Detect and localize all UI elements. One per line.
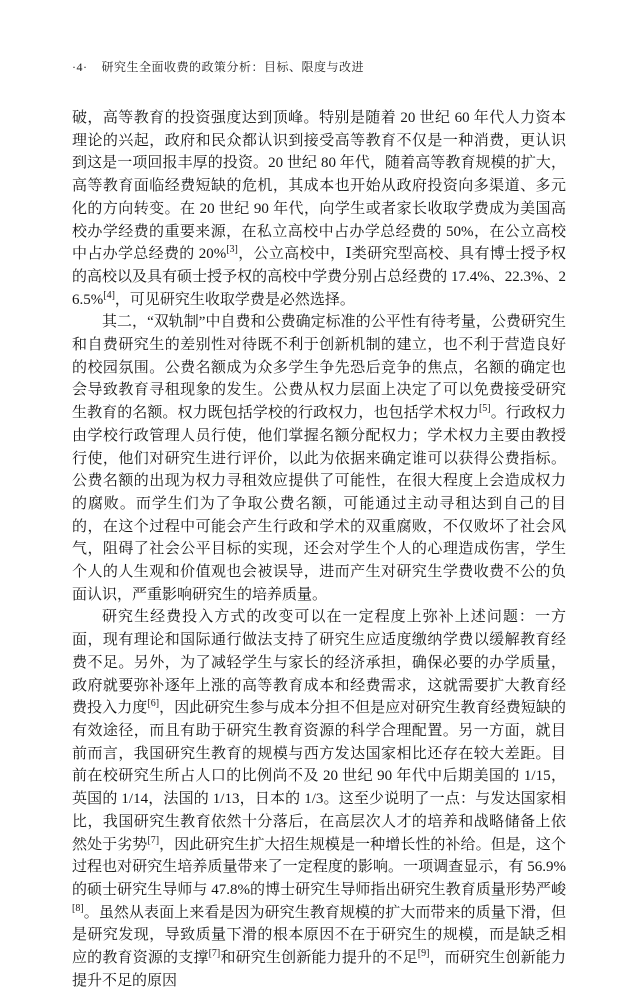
citation-marker: [3] <box>226 244 238 256</box>
text-run: ，公立高校中，Ⅰ类研究型高校、具有博士授予权的高校以及具有硕士授予权的高校中学费分别占总经费的 17.4%、22.3%、26.5% <box>72 246 566 308</box>
text-run: ，而研究生创新能力提升不足的原因 <box>72 950 566 989</box>
citation-marker: [6] <box>147 698 160 710</box>
page-header <box>72 58 566 75</box>
article-body <box>72 107 566 992</box>
paragraph <box>72 311 566 606</box>
paragraph <box>72 107 566 311</box>
citation-marker: [7] <box>208 948 221 960</box>
text-run: 。行政权力由学校行政管理人员行使，他们掌握名额分配权力；学术权力主要由教授行使，他们对研究生进行评价，以此为依据来确定谁可以获得公费指标。公费名额的出现为权力寻租效应提供了可能性，在很大程度上会造成权力的腐败。而学生们为了争取公费名额，可能通过主动寻租达到自己的目的，在这个过程中可能会产生行政和学术的双重腐败，不仅败坏了社会风气，阻碍了社会公平目标的实现，还会对学生个人的心理造成伤害，学生个人的人生观和价值观也会被误导，进而产生对研究生学费收费不公的负面认识，严重影响研究生的培养质量。 <box>72 405 566 603</box>
citation-marker: [4] <box>103 289 115 301</box>
page-number: ·4· <box>72 60 88 74</box>
text-run: ，因此研究生扩大招生规模是一种增长性的补给。但是，这个过程也对研究生培养质量带来了一定程度的影响。一项调查显示，有 56.9%的硕士研究生导师与 47.8%的博士研究生导师指出研究生教育质量形势严峻 <box>72 836 566 898</box>
running-title: 研究生全面收费的政策分析：目标、限度与改进 <box>101 60 365 74</box>
text-run: 其二，“双轨制”中自费和公费确定标准的公平性有待考量，公费研究生和自费研究生的差别性对待既不利于创新机制的建立，也不利于营造良好的校园氛围。公费名额成为众多学生争先恐后竞争的焦点，名额的确定也会导致教育寻租现象的发生。公费从权力层面上决定了可以免费接受研究生教育的名额。权力既包括学校的行政权力，也包括学术权力 <box>72 314 566 422</box>
paragraph <box>72 606 566 992</box>
text-run: 研究生经费投入方式的改变可以在一定程度上弥补上述问题：一方面，现有理论和国际通行做法支持了研究生应适度缴纳学费以缓解教育经费不足。另外，为了减轻学生与家长的经济承担，确保必要的办学质量，政府就要弥补逐年上涨的高等教育成本和经费需求，这就需要扩大教育经费投入力度 <box>72 609 566 717</box>
citation-marker: [9] <box>417 948 430 960</box>
citation-marker: [5] <box>478 403 491 415</box>
text-run: ，因此研究生参与成本分担不但是应对研究生教育经费短缺的有效途径，而且有助于研究生教育资源的科学合理配置。另一方面，就目前而言，我国研究生教育的规模与西方发达国家相比还存在较大差距。目前在校研究生所占人口的比例尚不及 20 世纪 90 年代中后期美国的 1/15，英国的 1/14，法国的 1/13，日本的 1/3。这至少说明了一点：与发达国家相比，我国研究生教育依然十分落后，在高层次人才的培养和战略储备上依然处于劣势 <box>72 700 566 853</box>
citation-marker: [7] <box>147 834 160 846</box>
text-run: 。虽然从表面上来看是因为研究生教育规模的扩大而带来的质量下滑，但是研究发现，导致质量下滑的根本原因不在于研究生的规模，而是缺乏相应的教育资源的支撑 <box>72 904 566 967</box>
text-run: ，可见研究生收取学费是必然选择。 <box>114 291 355 308</box>
text-run: 和研究生创新能力提升的不足 <box>220 950 418 967</box>
citation-marker: [8] <box>72 902 84 914</box>
text-run: 破，高等教育的投资强度达到顶峰。特别是随着 20 世纪 60 年代人力资本理论的兴起，政府和民众都认识到接受高等教育不仅是一种消费，更认识到这是一项回报丰厚的投资。20 世纪 80 年代，随着高等教育规模的扩大，高等教育面临经费短缺的危机，其成本也开始从政府投资向多渠道、多元化的方向转变。在 20 世纪 90 年代，向学生或者家长收取学费成为美国高校办学经费的重要来源，在私立高校中占办学总经费的 50%，在公立高校中占办学总经费的 20% <box>72 110 566 263</box>
